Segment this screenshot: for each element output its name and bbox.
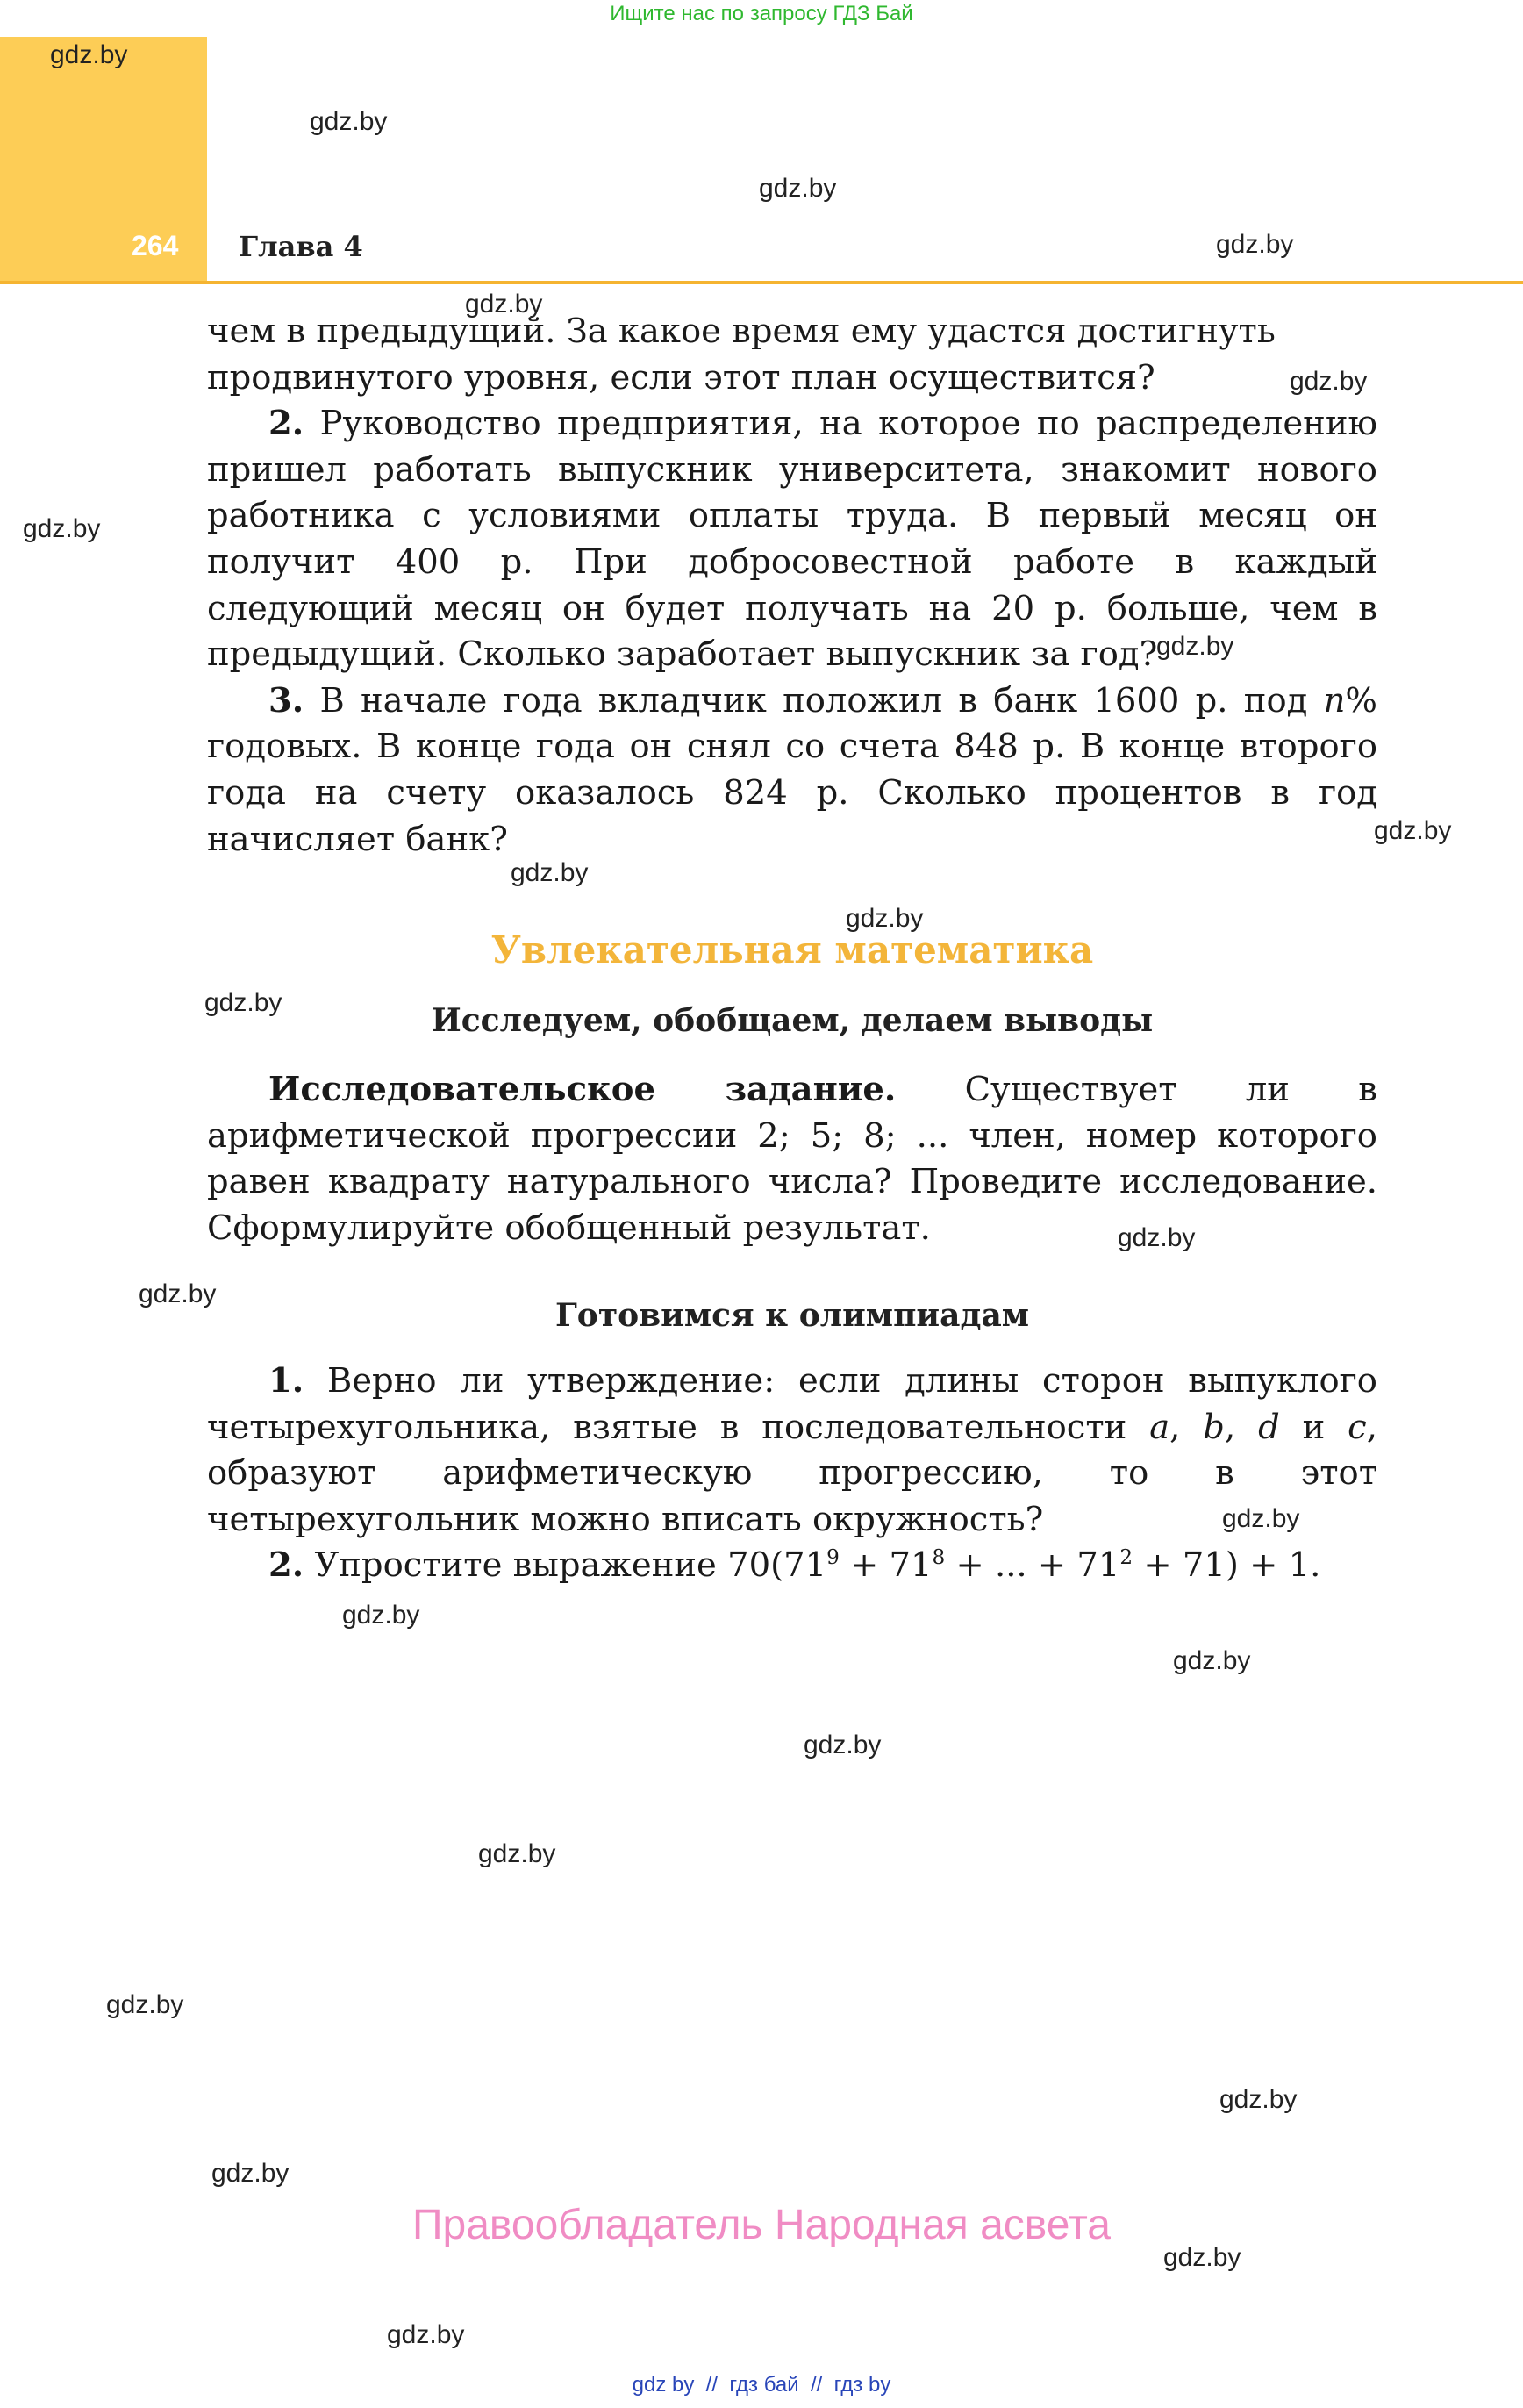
header-rule (0, 281, 1523, 284)
problem-3-variable: n (1323, 680, 1346, 720)
expr-part-3: + ... + 71 (945, 1545, 1120, 1586)
subtitle-research: Исследуем, обобщаем, делаем выводы (431, 1002, 1154, 1039)
research-label: Исследовательское задание. (268, 1070, 897, 1109)
olympiad-2-text: Упростите выражение (314, 1545, 717, 1586)
watermark: gdz.by (342, 1601, 420, 1630)
olympiad-block (207, 1358, 1377, 1589)
watermark: gdz.by (1374, 816, 1452, 845)
research-task (207, 1067, 1377, 1251)
problem-3-text-b: % годовых. В конце года он снял со счета 848 р. В конце второго года на счету оказалось 824 р. Сколько процентов в год начисляет банк? (207, 680, 1377, 859)
watermark: gdz.by (23, 514, 101, 543)
var-a: a (1149, 1407, 1170, 1447)
exponent-9: 9 (826, 1546, 840, 1570)
watermark: gdz.by (846, 904, 924, 933)
olympiad-problem-2 (207, 1543, 1377, 1589)
research-text: Существует ли в арифметической прогрессии 2; 5; 8; ... член, номер которого равен квадрату натурального числа? Проведите исследование. Сформулируйте обобщенный результат. (207, 1070, 1377, 1248)
research-block (207, 1067, 1377, 1251)
copyright-holder: Правообладатель Народная асвета (412, 2202, 1111, 2248)
footer-links[interactable]: gdz by // гдз бай // гдз by (632, 2373, 891, 2397)
watermark: gdz.by (465, 290, 543, 319)
var-d: d (1258, 1407, 1280, 1447)
olympiad-problem-1 (207, 1358, 1377, 1543)
expr-part-1: 70(71 (727, 1545, 827, 1586)
continued-text-line-2: продвинутого уровня, если этот план осуществится? (207, 357, 1155, 398)
subtitle-olympiad: Готовимся к олимпиадам (554, 1297, 1030, 1334)
watermark: gdz.by (1216, 230, 1294, 259)
section-title: Увлекательная математика (490, 928, 1094, 971)
and-word: и (1302, 1407, 1326, 1447)
watermark: gdz.by (511, 858, 589, 887)
expr-part-2: + 71 (839, 1545, 933, 1586)
watermark: gdz.by (1118, 1223, 1196, 1252)
problems-block (207, 309, 1377, 863)
exponent-2: 2 (1119, 1546, 1133, 1570)
watermark: gdz.by (1173, 1646, 1251, 1675)
watermark: gdz.by (1163, 2243, 1241, 2272)
watermark: gdz.by (478, 1839, 556, 1868)
watermark: gdz.by (139, 1279, 217, 1308)
problem-3 (207, 678, 1377, 863)
problem-2-text: Руководство предприятия, на которое по распределению пришел работать выпускник университета, знакомит нового работника с условиями оплаты труда. В первый месяц он получит 400 р. При добросовестной работе в каждый следующий месяц он будет получать на 20 р. больше, чем в предыдущий. Сколько заработает выпускник за год? (207, 404, 1377, 675)
watermark: gdz.by (804, 1731, 882, 1759)
watermark: gdz.by (1219, 2085, 1298, 2114)
watermark: gdz.by (387, 2320, 465, 2349)
page-number: 264 (132, 230, 179, 262)
olympiad-1-number: 1. (268, 1361, 304, 1401)
olympiad-1-text-b: , образуют арифметическую прогрессию, то в этот четырехугольник можно вписать окружность? (207, 1407, 1377, 1539)
problem-3-text-a: В начале года вкладчик положил в банк 1600 р. под (319, 680, 1308, 720)
watermark: gdz.by (211, 2159, 290, 2188)
watermark: gdz.by (50, 40, 128, 69)
exponent-8: 8 (932, 1546, 946, 1570)
top-search-note: Ищите нас по запросу ГДЗ Бай (610, 2, 913, 25)
sep-2: , (1224, 1407, 1236, 1447)
watermark: gdz.by (759, 174, 837, 203)
watermark: gdz.by (1156, 632, 1234, 661)
watermark: gdz.by (310, 107, 388, 136)
watermark: gdz.by (1222, 1504, 1300, 1533)
expr-part-4: + 71) + 1. (1133, 1545, 1321, 1586)
expression (727, 1545, 1320, 1585)
chapter-title: Глава 4 (239, 230, 363, 263)
var-b: b (1203, 1407, 1225, 1447)
watermark: gdz.by (204, 988, 282, 1017)
olympiad-1-text-a: Верно ли утверждение: если длины сторон выпуклого четырехугольника, взятые в последовательности (207, 1361, 1377, 1447)
sep-1: , (1169, 1407, 1181, 1447)
var-c: c (1348, 1407, 1367, 1447)
continued-text-line-1: чем в предыдущий. За какое время ему удастся достигнуть (207, 312, 1276, 351)
watermark: gdz.by (1290, 367, 1368, 396)
olympiad-2-number: 2. (268, 1545, 304, 1586)
problem-3-number: 3. (268, 680, 304, 720)
problem-2-number: 2. (268, 404, 304, 444)
watermark: gdz.by (106, 1990, 184, 2019)
